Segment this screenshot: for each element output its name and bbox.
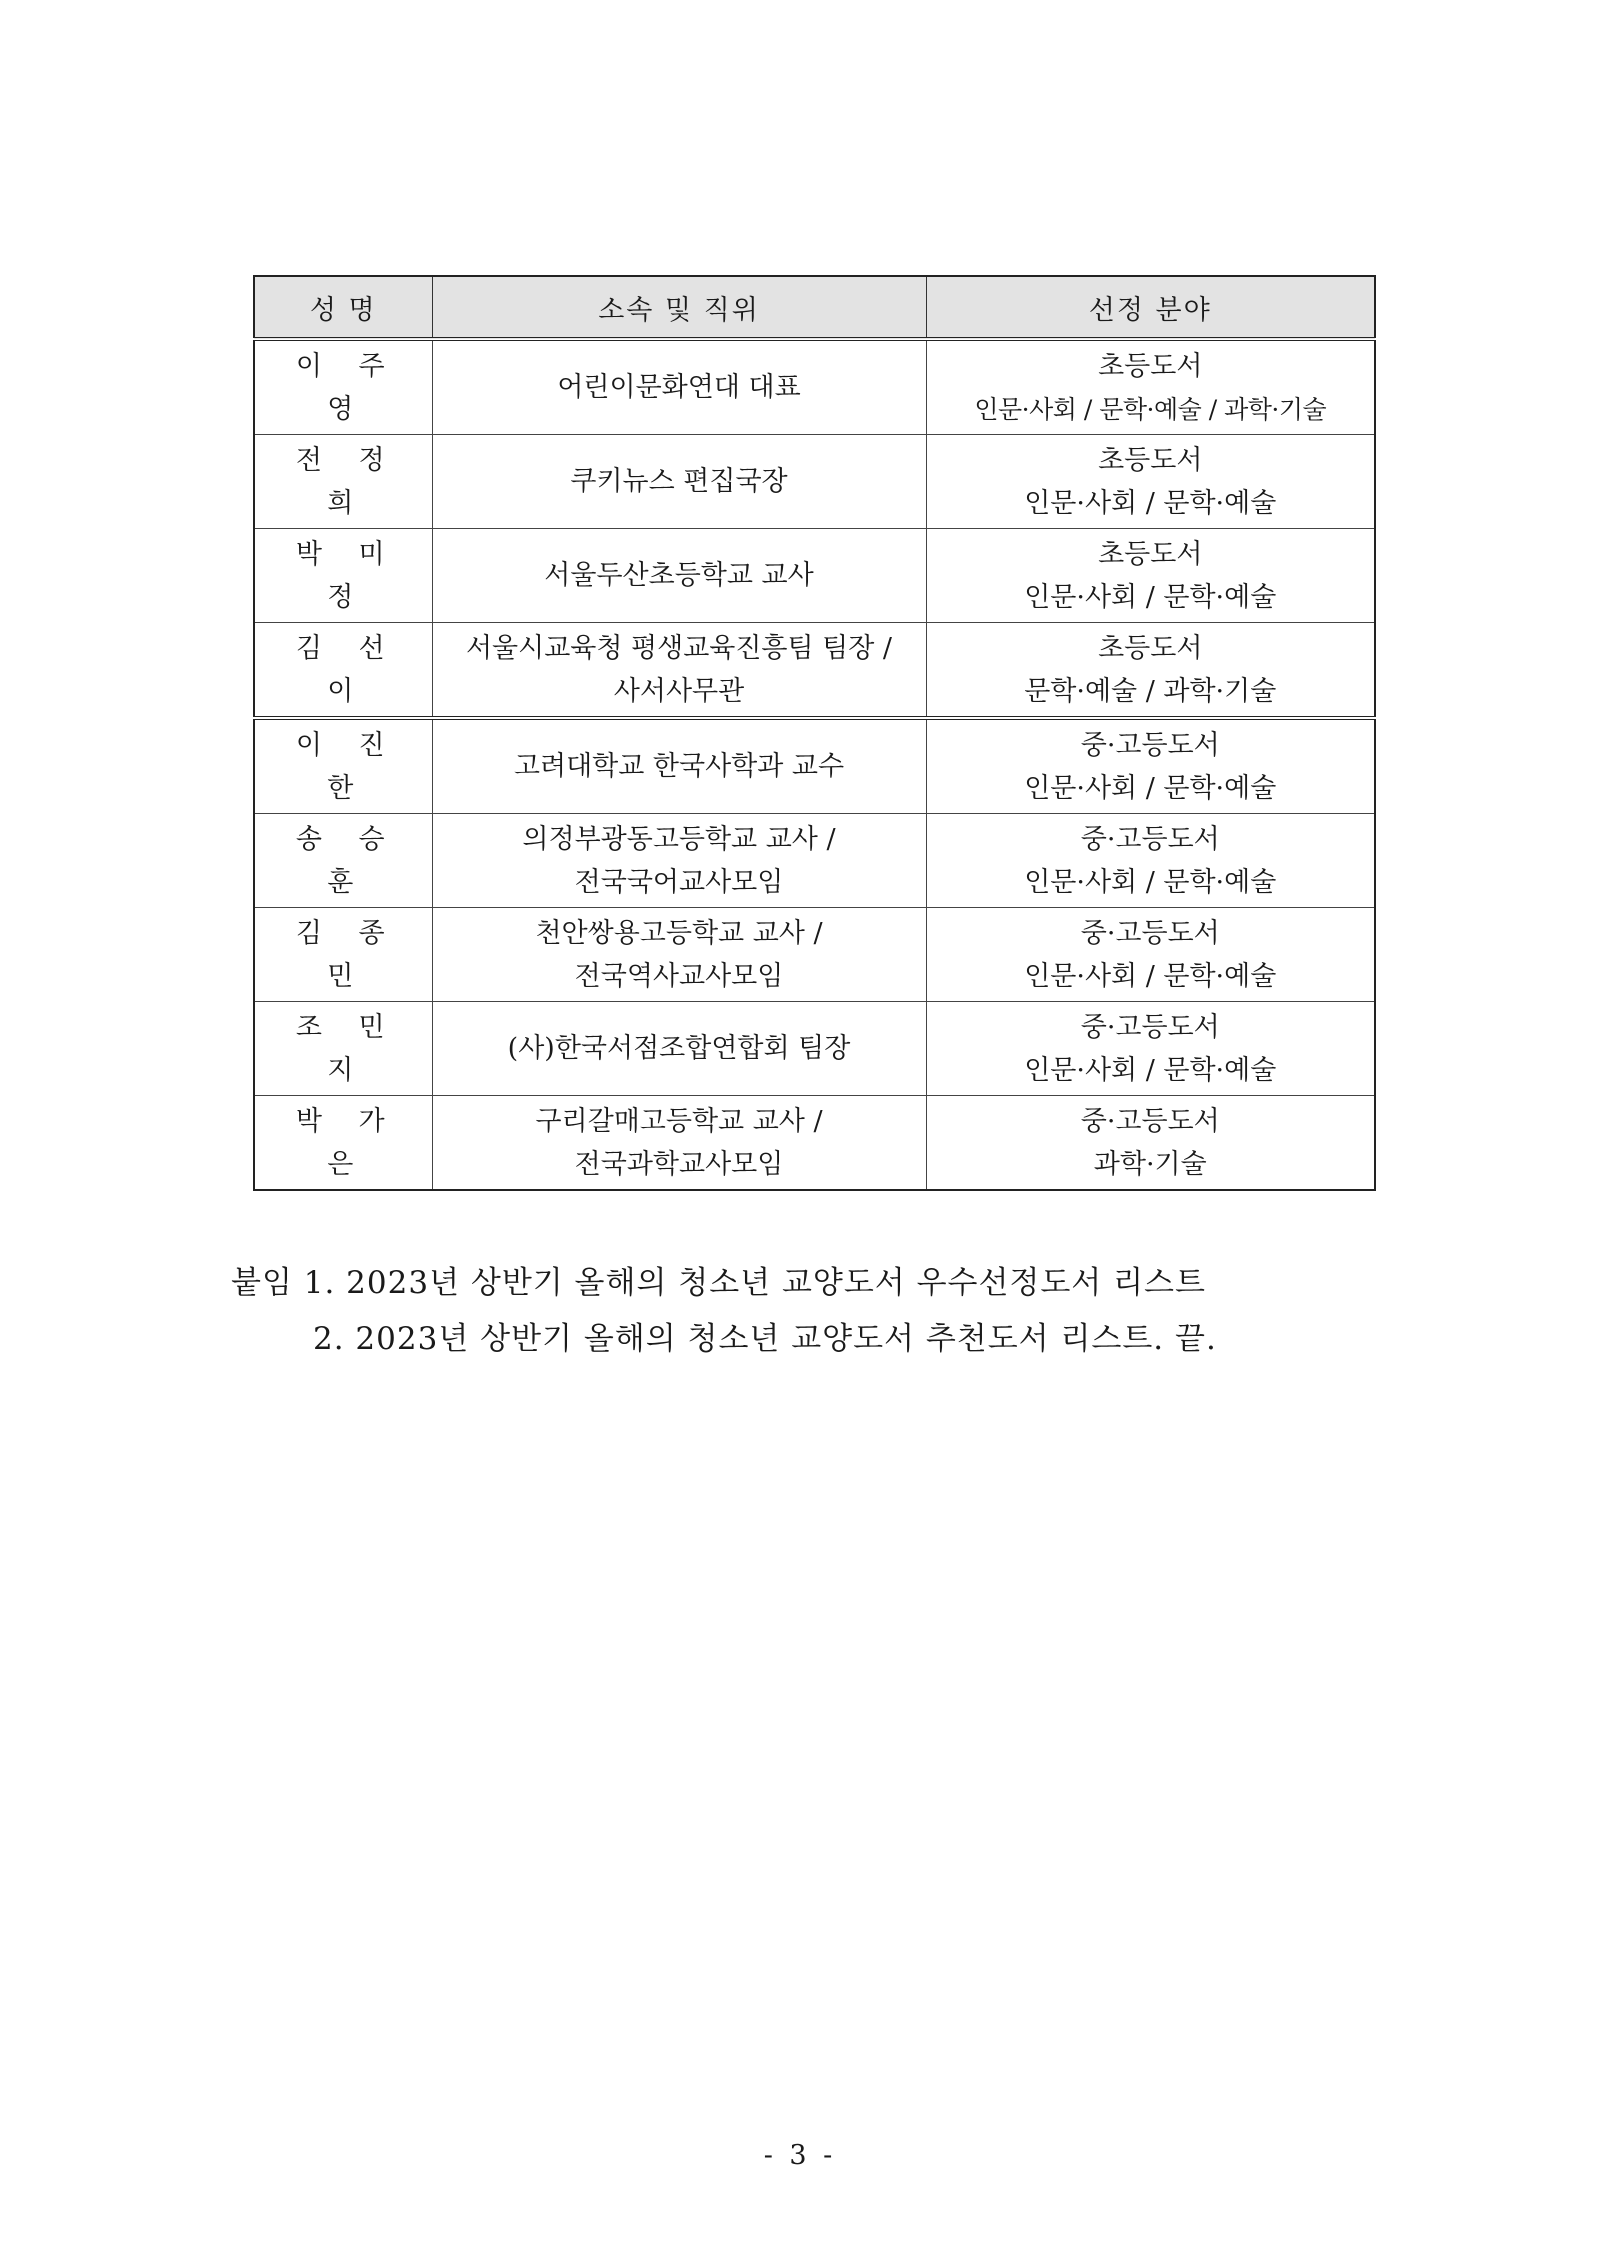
affiliation-line: 쿠키뉴스 편집국장	[570, 466, 788, 497]
affiliation-line: (사)한국서점조합연합회 팀장	[507, 1033, 851, 1064]
member-category	[926, 1096, 1375, 1191]
affiliation-line: 전국역사교사모임	[574, 960, 784, 992]
member-affiliation	[432, 814, 926, 908]
category-fields: 인문·사회 / 문학·예술	[1024, 1054, 1277, 1086]
member-name: 전 정 희	[254, 435, 432, 529]
member-category	[926, 529, 1375, 623]
member-category	[926, 908, 1375, 1002]
category-fields: 과학·기술	[1093, 1148, 1207, 1180]
category-fields: 인문·사회 / 문학·예술	[1024, 866, 1277, 898]
header-name: 성 명	[254, 276, 432, 339]
member-affiliation	[432, 718, 926, 814]
category-fields: 인문·사회 / 문학·예술	[1024, 487, 1277, 519]
category-level: 중·고등도서	[1080, 917, 1220, 949]
affiliation-line: 전국과학교사모임	[574, 1148, 784, 1180]
category-level: 초등도서	[1098, 538, 1203, 570]
affiliation-line: 어린이문화연대 대표	[557, 372, 801, 403]
table-row	[254, 435, 1375, 529]
member-affiliation	[432, 435, 926, 529]
member-name: 이 주 영	[254, 339, 432, 435]
member-category	[926, 814, 1375, 908]
header-category: 선정 분야	[926, 276, 1375, 339]
member-category	[926, 623, 1375, 719]
member-name: 박 가 은	[254, 1096, 432, 1191]
attachment-line-1: 붙임 1. 2023년 상반기 올해의 청소년 교양도서 우수선정도서 리스트	[231, 1265, 1206, 1301]
header-affiliation: 소속 및 직위	[432, 276, 926, 339]
category-fields: 인문·사회 / 문학·예술	[1024, 960, 1277, 992]
member-name: 김 종 민	[254, 908, 432, 1002]
affiliation-line: 사서사무관	[613, 675, 745, 707]
member-name: 조 민 지	[254, 1002, 432, 1096]
affiliation-line: 고려대학교 한국사학과 교수	[513, 751, 845, 782]
member-affiliation	[432, 1002, 926, 1096]
table-row	[254, 908, 1375, 1002]
attachments-section	[231, 1255, 1217, 1367]
table-header-row	[254, 276, 1375, 339]
member-name: 김 선 이	[254, 623, 432, 719]
member-name: 박 미 정	[254, 529, 432, 623]
table-row	[254, 529, 1375, 623]
category-level: 중·고등도서	[1080, 1011, 1220, 1043]
member-affiliation	[432, 1096, 926, 1191]
affiliation-line: 전국국어교사모임	[574, 866, 784, 898]
category-level: 중·고등도서	[1080, 729, 1220, 761]
member-affiliation	[432, 908, 926, 1002]
category-level: 초등도서	[1098, 444, 1203, 476]
category-level: 중·고등도서	[1080, 823, 1220, 855]
member-category	[926, 339, 1375, 435]
member-name: 이 진 한	[254, 718, 432, 814]
category-fields: 인문·사회 / 문학·예술	[1024, 581, 1277, 613]
table-row	[254, 1096, 1375, 1191]
member-affiliation	[432, 529, 926, 623]
committee-table	[253, 275, 1376, 1191]
affiliation-line: 의정부광동고등학교 교사 /	[522, 823, 836, 855]
table-row	[254, 814, 1375, 908]
table-row	[254, 339, 1375, 435]
table-row	[254, 718, 1375, 814]
member-category	[926, 1002, 1375, 1096]
category-level: 초등도서	[1098, 350, 1203, 382]
member-category	[926, 435, 1375, 529]
category-fields: 문학·예술 / 과학·기술	[1024, 675, 1277, 707]
member-category	[926, 718, 1375, 814]
category-fields: 인문·사회 / 문학·예술	[1024, 772, 1277, 804]
member-name: 송 승 훈	[254, 814, 432, 908]
affiliation-line: 서울시교육청 평생교육진흥팀 팀장 /	[465, 632, 893, 664]
category-level: 초등도서	[1098, 632, 1203, 664]
table-row	[254, 1002, 1375, 1096]
page-number: - 3 -	[763, 2140, 837, 2171]
category-level: 중·고등도서	[1080, 1105, 1220, 1137]
member-affiliation	[432, 339, 926, 435]
affiliation-line: 구리갈매고등학교 교사 /	[535, 1105, 823, 1137]
affiliation-line: 천안쌍용고등학교 교사 /	[535, 917, 823, 949]
category-fields: 인문·사회 / 문학·예술 / 과학·기술	[974, 394, 1327, 424]
attachment-line-2: 2. 2023년 상반기 올해의 청소년 교양도서 추천도서 리스트. 끝.	[313, 1321, 1217, 1357]
affiliation-line: 서울두산초등학교 교사	[544, 560, 814, 591]
member-affiliation	[432, 623, 926, 719]
table-row	[254, 623, 1375, 719]
